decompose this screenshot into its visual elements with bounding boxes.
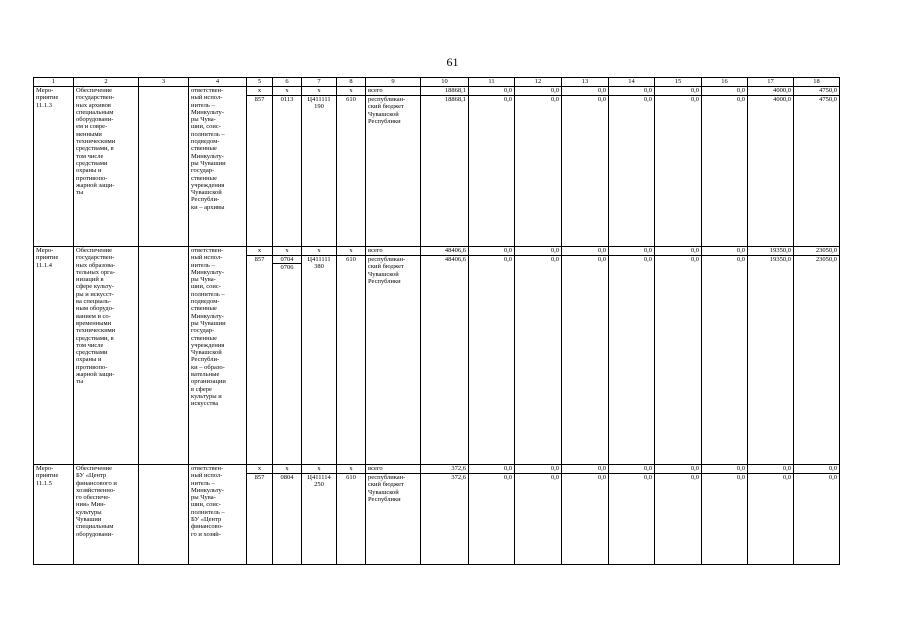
- budget-cell: 610: [337, 474, 366, 565]
- budget-cell: 0,0: [515, 474, 562, 565]
- total-cell: всего: [366, 465, 421, 474]
- budget-cell: 857: [247, 474, 273, 565]
- budget-cell: 610: [337, 96, 366, 247]
- table-row: [34, 87, 840, 96]
- column-header: 12: [515, 78, 562, 87]
- budget-cell: 0,0: [702, 256, 748, 465]
- budget-cell: республикан- ский бюджет Чувашской Республики: [366, 256, 421, 465]
- total-cell: х: [337, 247, 366, 256]
- budget-cell: 0,0: [655, 256, 702, 465]
- total-cell: 0,0: [655, 87, 702, 96]
- budget-cell: 19350,0: [748, 256, 794, 465]
- measure-id: Меро- приятие 11.1.3: [34, 87, 74, 247]
- measure-name: Обеспечение государствен- ных образова- тельных орга- низаций в сфере культу- ры и искусст- ва специаль- ным оборудо- ванием и со- временными техническими средствами, в том числе средствами охраны и противопо- жарной защи- ты: [74, 247, 139, 465]
- column-header: 15: [655, 78, 702, 87]
- budget-cell: 0,0: [515, 96, 562, 247]
- total-cell: 0,0: [562, 87, 609, 96]
- budget-cell: Ц411111 190: [302, 96, 337, 247]
- budget-cell: 23050,0: [794, 256, 840, 465]
- total-cell: 0,0: [515, 465, 562, 474]
- total-cell: 0,0: [748, 465, 794, 474]
- budget-cell: 0,0: [609, 474, 655, 565]
- column-header: 8: [337, 78, 366, 87]
- measure-executor: ответствен- ный испол- нитель – Минкульту- ры Чува- шии, соис- полнитель – подведом- ственные Минкульту- ры Чувашии государ- ственные учреждения Чувашской Республи- ки – архивы: [189, 87, 247, 247]
- column-header: 6: [273, 78, 302, 87]
- total-cell: 0,0: [655, 465, 702, 474]
- total-cell: 48406,6: [421, 247, 469, 256]
- budget-cell: 0,0: [469, 256, 515, 465]
- total-cell: 0,0: [469, 465, 515, 474]
- budget-cell: 0,0: [469, 474, 515, 565]
- budget-cell: 0,0: [562, 474, 609, 565]
- total-cell: 0,0: [702, 465, 748, 474]
- budget-cell: 0,0: [702, 474, 748, 565]
- budget-cell: 0,0: [515, 256, 562, 465]
- total-cell: 0,0: [702, 247, 748, 256]
- empty-cell: [139, 87, 189, 247]
- total-cell: х: [302, 247, 337, 256]
- column-header: 2: [74, 78, 139, 87]
- measure-executor: ответствен- ный испол- нитель – Минкульту- ры Чува- шии, соис- полнитель – подведом- ственные Минкульту- ры Чувашии государ- ственные учреждения Чувашской Республи- ки – образо- вательные организации в сфере культуры и искусства: [189, 247, 247, 465]
- column-header: 4: [189, 78, 247, 87]
- total-cell: х: [302, 87, 337, 96]
- budget-cell: 0,0: [469, 96, 515, 247]
- total-cell: 0,0: [609, 247, 655, 256]
- measure-id: Меро- приятие 11.1.4: [34, 247, 74, 465]
- budget-cell: 0,0: [748, 474, 794, 565]
- total-cell: х: [273, 247, 302, 256]
- measure-id: Меро- приятие 11.1.5: [34, 465, 74, 565]
- budget-cell: 0804: [273, 474, 302, 565]
- total-cell: 0,0: [469, 247, 515, 256]
- column-header: 3: [139, 78, 189, 87]
- total-cell: 23050,0: [794, 247, 840, 256]
- total-cell: х: [302, 465, 337, 474]
- total-cell: х: [273, 465, 302, 474]
- total-cell: 372,6: [421, 465, 469, 474]
- total-cell: 0,0: [655, 247, 702, 256]
- budget-cell: 0,0: [562, 256, 609, 465]
- budget-cell: 48406,6: [421, 256, 469, 465]
- total-cell: х: [247, 465, 273, 474]
- budget-cell: 0,0: [794, 474, 840, 565]
- budget-cell: 0,0: [655, 474, 702, 565]
- budget-cell: 0,0: [655, 96, 702, 247]
- budget-cell: 18868,1: [421, 96, 469, 247]
- budget-cell: 0,0: [609, 96, 655, 247]
- measure-name: Обеспечение государствен- ных архивов специальным оборудовани- ем и совре- менными техническими средствами, в том числе средствами охраны и противопо- жарной защи- ты: [74, 87, 139, 247]
- empty-cell: [139, 247, 189, 465]
- total-cell: 0,0: [515, 87, 562, 96]
- measure-name: Обеспечение БУ «Центр финансового и хозяйственно- го обеспече- ния» Мин- культуры Чувашии специальным оборудовани-: [74, 465, 139, 565]
- column-header: 5: [247, 78, 273, 87]
- table-row: [34, 465, 840, 474]
- column-header: 1: [34, 78, 74, 87]
- total-cell: х: [247, 247, 273, 256]
- total-cell: всего: [366, 87, 421, 96]
- total-cell: х: [273, 87, 302, 96]
- total-cell: х: [337, 87, 366, 96]
- total-cell: 4750,0: [794, 87, 840, 96]
- column-header: 13: [562, 78, 609, 87]
- budget-cell: Ц411111 380: [302, 256, 337, 465]
- total-cell: 0,0: [562, 465, 609, 474]
- total-cell: 0,0: [609, 465, 655, 474]
- total-cell: 0,0: [562, 247, 609, 256]
- total-cell: х: [337, 465, 366, 474]
- column-header: 18: [794, 78, 840, 87]
- budget-cell: 857: [247, 96, 273, 247]
- column-header: 9: [366, 78, 421, 87]
- budget-cell: 857: [247, 256, 273, 465]
- column-header: 10: [421, 78, 469, 87]
- column-header: 14: [609, 78, 655, 87]
- total-cell: 0,0: [794, 465, 840, 474]
- total-cell: 0,0: [469, 87, 515, 96]
- budget-cell: 0,0: [609, 256, 655, 465]
- budget-cell: 0113: [273, 96, 302, 247]
- budget-cell: 0,0: [702, 96, 748, 247]
- budget-cell: 0704 0706: [273, 256, 302, 465]
- page-number: 61: [446, 55, 459, 69]
- total-cell: всего: [366, 247, 421, 256]
- header-row: [34, 78, 840, 87]
- total-cell: 4000,0: [748, 87, 794, 96]
- budget-cell: 4000,0: [748, 96, 794, 247]
- column-header: 17: [748, 78, 794, 87]
- table-row: [34, 247, 840, 256]
- budget-cell: Ц411114 250: [302, 474, 337, 565]
- total-cell: 0,0: [515, 247, 562, 256]
- budget-cell: 0,0: [562, 96, 609, 247]
- column-header: 7: [302, 78, 337, 87]
- budget-cell: 4750,0: [794, 96, 840, 247]
- total-cell: х: [247, 87, 273, 96]
- total-cell: 18868,1: [421, 87, 469, 96]
- total-cell: 0,0: [702, 87, 748, 96]
- total-cell: 19350,0: [748, 247, 794, 256]
- budget-table: [33, 77, 840, 565]
- budget-cell: 610: [337, 256, 366, 465]
- total-cell: 0,0: [609, 87, 655, 96]
- column-header: 11: [469, 78, 515, 87]
- budget-cell: 372,6: [421, 474, 469, 565]
- budget-cell: республикан- ский бюджет Чувашской Республики: [366, 96, 421, 247]
- empty-cell: [139, 465, 189, 565]
- column-header: 16: [702, 78, 748, 87]
- measure-executor: ответствен- ный испол- нитель – Минкульту- ры Чува- шии, соис- полнитель – БУ «Центр финансово- го и хозяй-: [189, 465, 247, 565]
- budget-cell: республикан- ский бюджет Чувашской Республики: [366, 474, 421, 565]
